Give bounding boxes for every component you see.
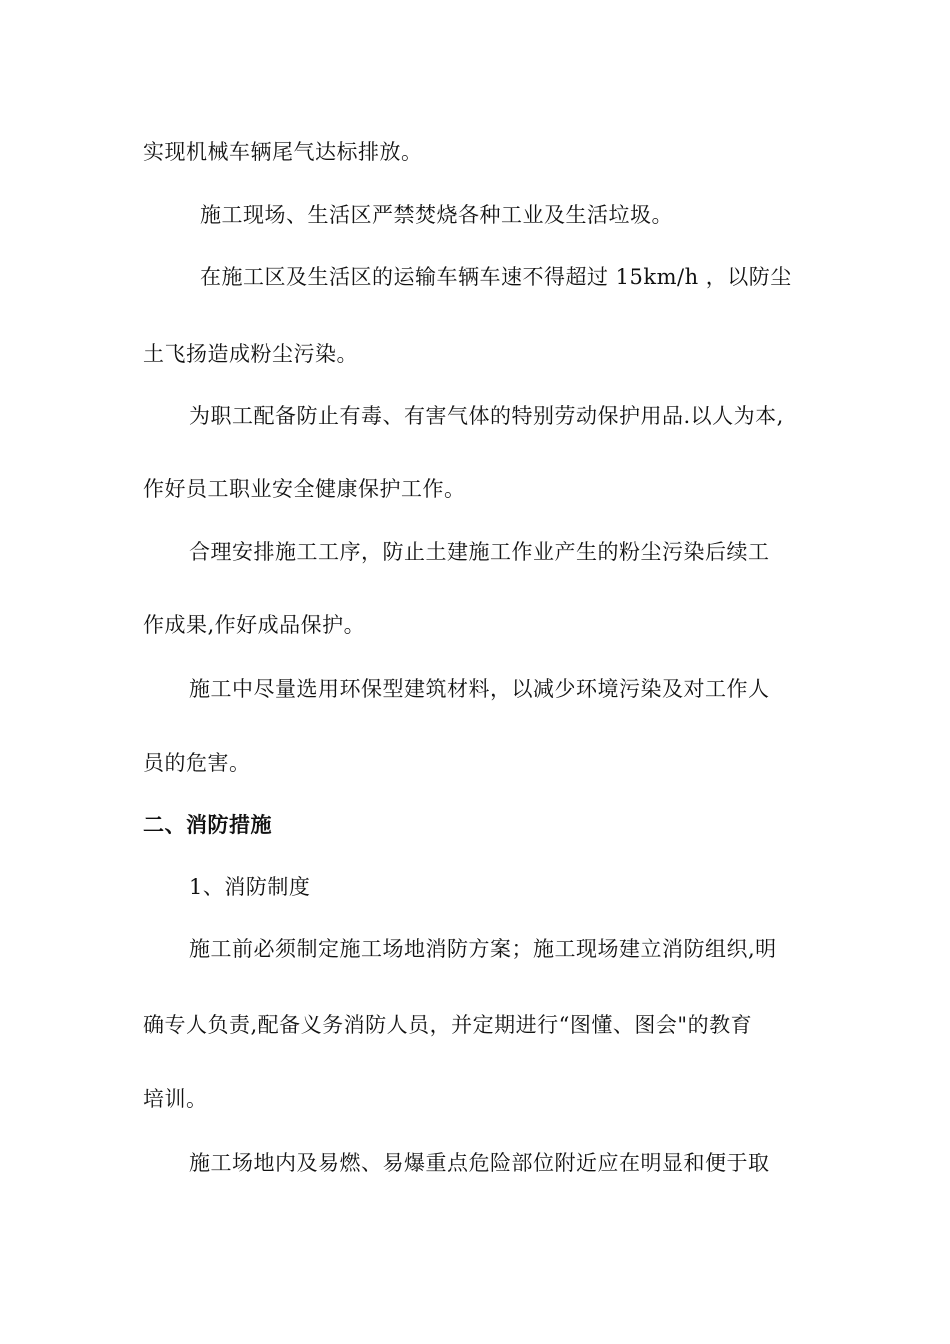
- section-heading: 二、消防措施: [143, 813, 272, 837]
- paragraph-line: 施工中尽量选用环保型建筑材料，以减少环境污染及对工作人: [189, 677, 770, 701]
- paragraph-line: 在施工区及生活区的运输车辆车速不得超过 15km/h ，以防尘: [200, 265, 792, 289]
- paragraph-line: 为职工配备防止有毒、有害气体的特别劳动保护用品.以人为本,: [189, 404, 784, 428]
- paragraph-line: 作成果,作好成品保护。: [143, 613, 366, 637]
- paragraph-line: 实现机械车辆尾气达标排放。: [143, 140, 423, 164]
- paragraph-line: 培训。: [143, 1087, 208, 1111]
- subsection-heading: 1、消防制度: [189, 875, 311, 899]
- paragraph-line: 施工现场、生活区严禁焚烧各种工业及生活垃圾。: [200, 203, 673, 227]
- paragraph-line: 作好员工职业安全健康保护工作。: [143, 477, 466, 501]
- paragraph-line: 确专人负责,配备义务消防人员，并定期进行“图懂、图会"的教育: [143, 1013, 753, 1037]
- paragraph-line: 施工场地内及易燃、易爆重点危险部位附近应在明显和便于取: [189, 1151, 770, 1175]
- paragraph-line: 土飞扬造成粉尘污染。: [143, 342, 358, 366]
- paragraph-line: 施工前必须制定施工场地消防方案；施工现场建立消防组织,明: [189, 937, 777, 961]
- paragraph-line: 合理安排施工工序，防止土建施工作业产生的粉尘污染后续工: [189, 540, 770, 564]
- paragraph-line: 员的危害。: [143, 751, 251, 775]
